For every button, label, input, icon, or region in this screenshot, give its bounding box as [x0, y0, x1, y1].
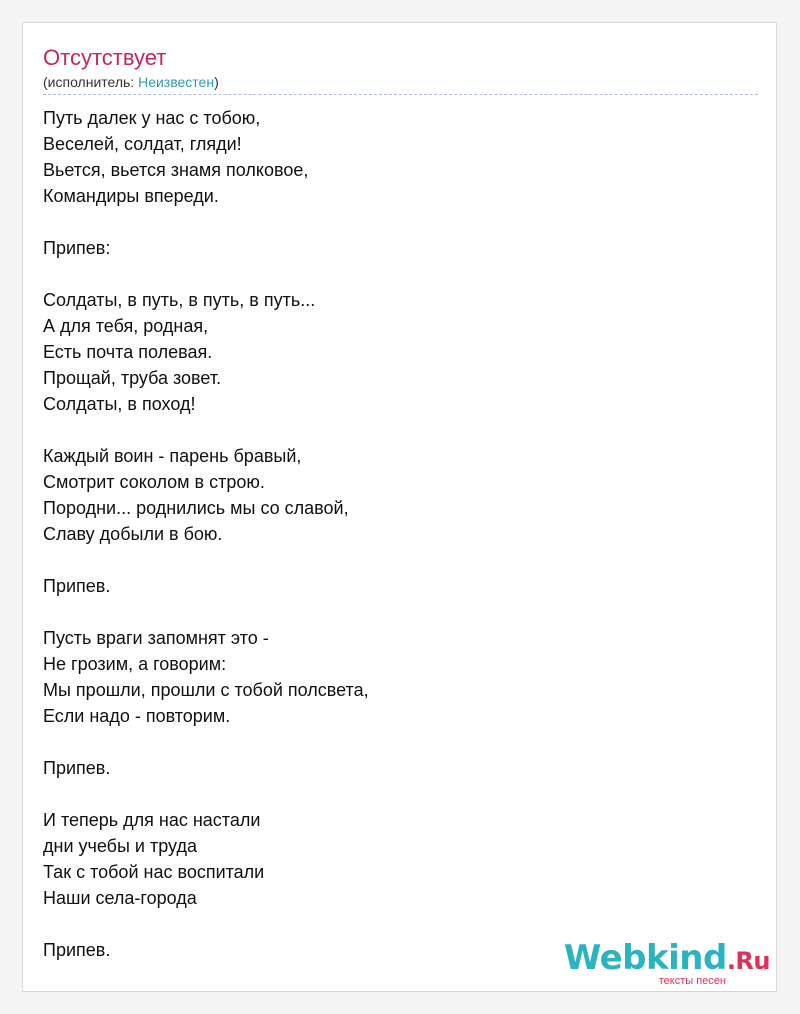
artist-prefix: (исполнитель: [43, 74, 139, 90]
logo-tld: .Ru [726, 947, 770, 975]
dashed-divider [43, 94, 758, 95]
logo-main-text: Webkind [563, 938, 727, 978]
song-lyrics: Путь далек у нас с тобою, Веселей, солдат, гляди! Вьется, вьется знамя полковое, Командиры впереди. Припев: Солдаты, в путь, в путь, в путь... А для тебя, родная, Есть почта полевая. Прощай, труба зовет. Солдаты, в поход! Каждый воин - парень бравый, Смотрит соколом в строю. Породни... роднились мы со славой, Славу добыли в бою. Припев. Пусть враги запомнят это - Не грозим, а говорим: Мы прошли, прошли с тобой полсвета, Если надо - повторим. Припев. И теперь для нас настали дни учебы и труда Так с тобой нас воспитали Наши села-города Припев. [43, 108, 369, 960]
logo-wordmark [563, 938, 770, 978]
artist-suffix: ) [214, 74, 219, 90]
lyrics-card [22, 22, 777, 992]
webkind-logo[interactable] [563, 938, 770, 987]
artist-link[interactable]: Неизвестен [138, 74, 215, 90]
song-title: Отсутствует [43, 45, 167, 70]
artist-line [43, 73, 219, 91]
logo-subtitle: тексты песен [658, 975, 726, 987]
